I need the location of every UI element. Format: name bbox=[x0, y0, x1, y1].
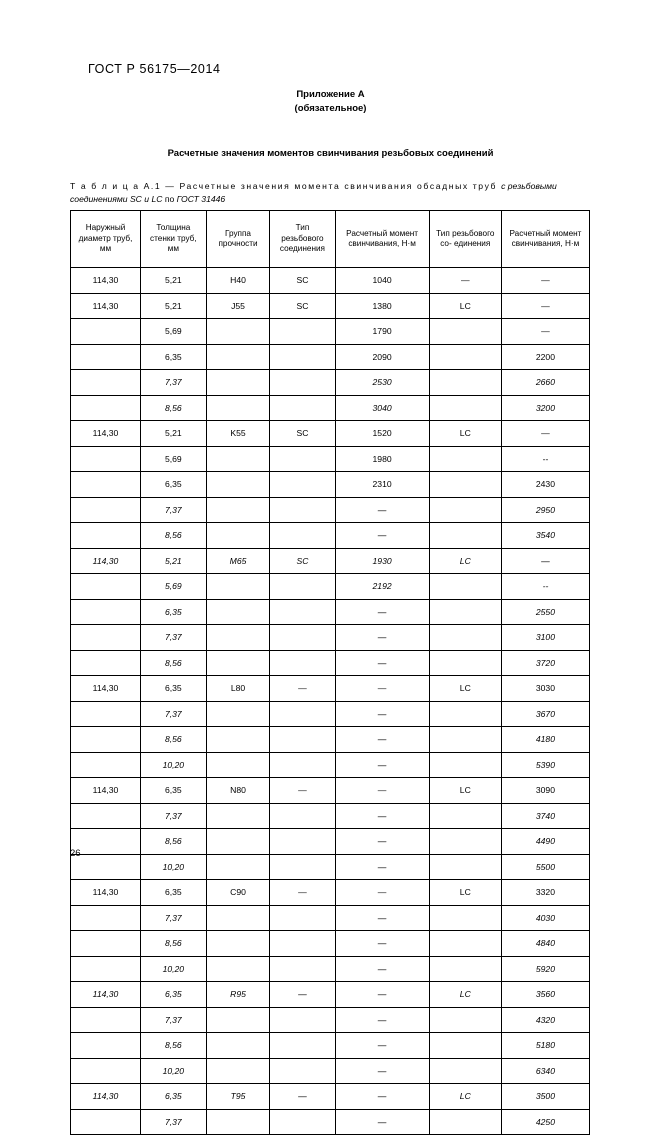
cell-wall-thickness: 10,20 bbox=[141, 956, 207, 982]
cell-thread-type-2 bbox=[429, 523, 501, 549]
cell-thread-type-1 bbox=[270, 803, 335, 829]
cell-torque-1: — bbox=[335, 676, 429, 702]
cell-strength-group bbox=[206, 497, 270, 523]
col-header-torque-2: Расчетный момент свинчивания, Н·м bbox=[501, 211, 589, 268]
cell-outer-diameter: 114,30 bbox=[71, 293, 141, 319]
cell-thread-type-2 bbox=[429, 650, 501, 676]
cell-torque-1: — bbox=[335, 1058, 429, 1084]
cell-wall-thickness: 6,35 bbox=[141, 472, 207, 498]
table-body bbox=[71, 268, 590, 1135]
table-row bbox=[71, 650, 590, 676]
torque-values-table bbox=[70, 210, 590, 1135]
cell-thread-type-2: LC bbox=[429, 421, 501, 447]
cell-strength-group: L80 bbox=[206, 676, 270, 702]
cell-strength-group bbox=[206, 472, 270, 498]
cell-torque-2: 2660 bbox=[501, 370, 589, 396]
cell-torque-2: 3670 bbox=[501, 701, 589, 727]
cell-thread-type-2 bbox=[429, 472, 501, 498]
cell-torque-2: 2430 bbox=[501, 472, 589, 498]
cell-outer-diameter bbox=[71, 727, 141, 753]
cell-strength-group: R95 bbox=[206, 982, 270, 1008]
cell-torque-2: — bbox=[501, 421, 589, 447]
table-caption-mid: по bbox=[162, 194, 177, 204]
cell-thread-type-1 bbox=[270, 701, 335, 727]
cell-torque-2: -- bbox=[501, 574, 589, 600]
table-row bbox=[71, 752, 590, 778]
cell-wall-thickness: 10,20 bbox=[141, 854, 207, 880]
col-header-outer-diameter: Наружный диаметр труб, мм bbox=[71, 211, 141, 268]
cell-torque-2: 3740 bbox=[501, 803, 589, 829]
table-row bbox=[71, 523, 590, 549]
table-row bbox=[71, 344, 590, 370]
cell-strength-group bbox=[206, 625, 270, 651]
cell-outer-diameter bbox=[71, 650, 141, 676]
table-row bbox=[71, 599, 590, 625]
cell-thread-type-2: LC bbox=[429, 880, 501, 906]
cell-thread-type-2: LC bbox=[429, 1084, 501, 1110]
cell-thread-type-1 bbox=[270, 1058, 335, 1084]
cell-torque-1: — bbox=[335, 829, 429, 855]
appendix-label: Приложение А bbox=[296, 89, 365, 100]
table-row bbox=[71, 421, 590, 447]
cell-thread-type-2 bbox=[429, 752, 501, 778]
cell-strength-group: T95 bbox=[206, 1084, 270, 1110]
cell-outer-diameter bbox=[71, 446, 141, 472]
cell-torque-2: 3720 bbox=[501, 650, 589, 676]
col-header-thread-type-1: Тип резьбового соединения bbox=[270, 211, 335, 268]
cell-outer-diameter: 114,30 bbox=[71, 548, 141, 574]
cell-strength-group bbox=[206, 905, 270, 931]
table-row bbox=[71, 1033, 590, 1059]
cell-thread-type-2: LC bbox=[429, 676, 501, 702]
table-row bbox=[71, 956, 590, 982]
cell-torque-2: 5390 bbox=[501, 752, 589, 778]
cell-thread-type-2 bbox=[429, 956, 501, 982]
cell-outer-diameter bbox=[71, 1058, 141, 1084]
cell-torque-2: — bbox=[501, 548, 589, 574]
cell-outer-diameter bbox=[71, 931, 141, 957]
cell-thread-type-2 bbox=[429, 829, 501, 855]
cell-torque-2: 5180 bbox=[501, 1033, 589, 1059]
cell-torque-1: 1040 bbox=[335, 268, 429, 294]
cell-strength-group bbox=[206, 650, 270, 676]
cell-thread-type-1: SC bbox=[270, 548, 335, 574]
cell-torque-2: 3540 bbox=[501, 523, 589, 549]
table-row bbox=[71, 1084, 590, 1110]
cell-outer-diameter bbox=[71, 497, 141, 523]
table-row bbox=[71, 778, 590, 804]
cell-wall-thickness: 5,69 bbox=[141, 319, 207, 345]
table-row bbox=[71, 625, 590, 651]
cell-thread-type-1 bbox=[270, 931, 335, 957]
table-row bbox=[71, 268, 590, 294]
cell-thread-type-2 bbox=[429, 1033, 501, 1059]
cell-thread-type-1 bbox=[270, 395, 335, 421]
cell-outer-diameter bbox=[71, 1007, 141, 1033]
table-row bbox=[71, 497, 590, 523]
cell-torque-2: 5920 bbox=[501, 956, 589, 982]
cell-thread-type-2 bbox=[429, 319, 501, 345]
cell-outer-diameter bbox=[71, 523, 141, 549]
cell-thread-type-1 bbox=[270, 370, 335, 396]
standard-header: ГОСТ Р 56175—2014 bbox=[88, 62, 221, 76]
cell-outer-diameter bbox=[71, 574, 141, 600]
cell-thread-type-1 bbox=[270, 344, 335, 370]
cell-wall-thickness: 5,21 bbox=[141, 548, 207, 574]
cell-torque-2: — bbox=[501, 268, 589, 294]
cell-torque-2: 3320 bbox=[501, 880, 589, 906]
cell-outer-diameter bbox=[71, 701, 141, 727]
cell-thread-type-2 bbox=[429, 574, 501, 600]
col-header-torque-1: Расчетный момент свинчивания, Н·м bbox=[335, 211, 429, 268]
cell-torque-2: — bbox=[501, 293, 589, 319]
cell-outer-diameter bbox=[71, 344, 141, 370]
cell-strength-group bbox=[206, 446, 270, 472]
cell-thread-type-2 bbox=[429, 625, 501, 651]
cell-torque-1: — bbox=[335, 701, 429, 727]
cell-wall-thickness: 8,56 bbox=[141, 727, 207, 753]
cell-strength-group bbox=[206, 599, 270, 625]
cell-thread-type-1 bbox=[270, 1033, 335, 1059]
table-row bbox=[71, 676, 590, 702]
table-header-row bbox=[71, 211, 590, 268]
cell-wall-thickness: 8,56 bbox=[141, 395, 207, 421]
cell-torque-1: 2310 bbox=[335, 472, 429, 498]
cell-strength-group: H40 bbox=[206, 268, 270, 294]
cell-thread-type-1: — bbox=[270, 778, 335, 804]
cell-thread-type-2 bbox=[429, 1058, 501, 1084]
cell-torque-2: 4030 bbox=[501, 905, 589, 931]
cell-torque-1: — bbox=[335, 752, 429, 778]
cell-wall-thickness: 7,37 bbox=[141, 803, 207, 829]
cell-wall-thickness: 5,21 bbox=[141, 293, 207, 319]
section-title: Расчетные значения моментов свинчивания резьбовых соединений bbox=[167, 148, 494, 159]
cell-torque-2: 4840 bbox=[501, 931, 589, 957]
cell-torque-2: 4250 bbox=[501, 1109, 589, 1135]
cell-torque-1: 1980 bbox=[335, 446, 429, 472]
table-row bbox=[71, 548, 590, 574]
cell-wall-thickness: 7,37 bbox=[141, 905, 207, 931]
cell-torque-1: — bbox=[335, 1007, 429, 1033]
cell-strength-group bbox=[206, 523, 270, 549]
cell-thread-type-2 bbox=[429, 1109, 501, 1135]
table-head bbox=[71, 211, 590, 268]
cell-wall-thickness: 7,37 bbox=[141, 370, 207, 396]
table-row bbox=[71, 319, 590, 345]
cell-thread-type-2 bbox=[429, 344, 501, 370]
cell-thread-type-1 bbox=[270, 829, 335, 855]
cell-torque-1: — bbox=[335, 523, 429, 549]
cell-wall-thickness: 8,56 bbox=[141, 931, 207, 957]
cell-torque-1: — bbox=[335, 1084, 429, 1110]
cell-thread-type-2: LC bbox=[429, 293, 501, 319]
table-row bbox=[71, 1007, 590, 1033]
cell-thread-type-2 bbox=[429, 497, 501, 523]
cell-torque-1: 1930 bbox=[335, 548, 429, 574]
cell-strength-group bbox=[206, 854, 270, 880]
cell-strength-group: K55 bbox=[206, 421, 270, 447]
cell-thread-type-1 bbox=[270, 472, 335, 498]
cell-thread-type-2 bbox=[429, 370, 501, 396]
cell-wall-thickness: 6,35 bbox=[141, 599, 207, 625]
cell-outer-diameter: 114,30 bbox=[71, 268, 141, 294]
cell-torque-2: 4490 bbox=[501, 829, 589, 855]
cell-outer-diameter bbox=[71, 829, 141, 855]
cell-torque-2: 3090 bbox=[501, 778, 589, 804]
cell-outer-diameter bbox=[71, 854, 141, 880]
cell-torque-1: — bbox=[335, 854, 429, 880]
cell-wall-thickness: 5,21 bbox=[141, 421, 207, 447]
cell-thread-type-1: SC bbox=[270, 293, 335, 319]
cell-wall-thickness: 7,37 bbox=[141, 625, 207, 651]
cell-thread-type-1 bbox=[270, 446, 335, 472]
cell-strength-group bbox=[206, 829, 270, 855]
cell-strength-group bbox=[206, 319, 270, 345]
cell-torque-1: 1520 bbox=[335, 421, 429, 447]
cell-wall-thickness: 7,37 bbox=[141, 497, 207, 523]
cell-wall-thickness: 8,56 bbox=[141, 523, 207, 549]
cell-thread-type-1: — bbox=[270, 676, 335, 702]
cell-outer-diameter: 114,30 bbox=[71, 880, 141, 906]
cell-torque-2: 3560 bbox=[501, 982, 589, 1008]
table-row bbox=[71, 931, 590, 957]
cell-outer-diameter bbox=[71, 625, 141, 651]
cell-thread-type-1: SC bbox=[270, 421, 335, 447]
table-row bbox=[71, 727, 590, 753]
cell-thread-type-2 bbox=[429, 701, 501, 727]
cell-torque-1: 2090 bbox=[335, 344, 429, 370]
cell-thread-type-1 bbox=[270, 905, 335, 931]
cell-outer-diameter bbox=[71, 956, 141, 982]
table-row bbox=[71, 1058, 590, 1084]
cell-torque-1: — bbox=[335, 650, 429, 676]
cell-outer-diameter bbox=[71, 1033, 141, 1059]
cell-thread-type-1: — bbox=[270, 880, 335, 906]
cell-torque-2: 2200 bbox=[501, 344, 589, 370]
cell-strength-group bbox=[206, 574, 270, 600]
cell-torque-2: 3100 bbox=[501, 625, 589, 651]
cell-torque-1: — bbox=[335, 497, 429, 523]
cell-thread-type-1 bbox=[270, 319, 335, 345]
cell-thread-type-1: — bbox=[270, 1084, 335, 1110]
page-number: 26 bbox=[70, 848, 81, 859]
cell-thread-type-2 bbox=[429, 1007, 501, 1033]
table-row bbox=[71, 293, 590, 319]
table-row bbox=[71, 829, 590, 855]
cell-thread-type-1 bbox=[270, 599, 335, 625]
table-caption-italic-1: с резьбовыми соединениями SC и LC bbox=[70, 181, 557, 204]
cell-outer-diameter bbox=[71, 395, 141, 421]
cell-wall-thickness: 8,56 bbox=[141, 650, 207, 676]
cell-wall-thickness: 8,56 bbox=[141, 829, 207, 855]
cell-wall-thickness: 6,35 bbox=[141, 982, 207, 1008]
table-row bbox=[71, 880, 590, 906]
cell-torque-1: — bbox=[335, 905, 429, 931]
cell-strength-group: C90 bbox=[206, 880, 270, 906]
cell-thread-type-2 bbox=[429, 931, 501, 957]
cell-wall-thickness: 5,21 bbox=[141, 268, 207, 294]
cell-torque-1: — bbox=[335, 625, 429, 651]
cell-outer-diameter: 114,30 bbox=[71, 982, 141, 1008]
cell-wall-thickness: 10,20 bbox=[141, 752, 207, 778]
cell-outer-diameter: 114,30 bbox=[71, 421, 141, 447]
cell-torque-1: — bbox=[335, 778, 429, 804]
cell-wall-thickness: 6,35 bbox=[141, 676, 207, 702]
cell-thread-type-2: LC bbox=[429, 548, 501, 574]
cell-torque-1: — bbox=[335, 1033, 429, 1059]
cell-outer-diameter: 114,30 bbox=[71, 778, 141, 804]
table-caption bbox=[70, 180, 600, 206]
cell-thread-type-1 bbox=[270, 752, 335, 778]
cell-outer-diameter: 114,30 bbox=[71, 1084, 141, 1110]
cell-strength-group bbox=[206, 370, 270, 396]
cell-thread-type-2 bbox=[429, 395, 501, 421]
cell-strength-group bbox=[206, 727, 270, 753]
table-row bbox=[71, 701, 590, 727]
cell-torque-2: 6340 bbox=[501, 1058, 589, 1084]
cell-wall-thickness: 6,35 bbox=[141, 1084, 207, 1110]
cell-outer-diameter bbox=[71, 472, 141, 498]
cell-thread-type-2: — bbox=[429, 268, 501, 294]
cell-thread-type-1 bbox=[270, 956, 335, 982]
appendix-type: (обязательное) bbox=[294, 103, 367, 114]
cell-outer-diameter bbox=[71, 905, 141, 931]
col-header-wall-thickness: Толщина стенки труб, мм bbox=[141, 211, 207, 268]
table-row bbox=[71, 395, 590, 421]
cell-strength-group bbox=[206, 344, 270, 370]
cell-strength-group bbox=[206, 956, 270, 982]
cell-torque-2: 4180 bbox=[501, 727, 589, 753]
cell-torque-1: 1380 bbox=[335, 293, 429, 319]
cell-torque-1: 2192 bbox=[335, 574, 429, 600]
cell-thread-type-1: SC bbox=[270, 268, 335, 294]
cell-strength-group bbox=[206, 803, 270, 829]
cell-torque-2: 5500 bbox=[501, 854, 589, 880]
cell-torque-1: — bbox=[335, 727, 429, 753]
cell-thread-type-1 bbox=[270, 727, 335, 753]
cell-torque-2: 4320 bbox=[501, 1007, 589, 1033]
table-row bbox=[71, 574, 590, 600]
cell-thread-type-1 bbox=[270, 625, 335, 651]
cell-torque-1: — bbox=[335, 956, 429, 982]
cell-thread-type-2 bbox=[429, 446, 501, 472]
cell-torque-2: 3200 bbox=[501, 395, 589, 421]
cell-thread-type-1 bbox=[270, 574, 335, 600]
cell-strength-group bbox=[206, 1109, 270, 1135]
table-row bbox=[71, 803, 590, 829]
col-header-thread-type-2: Тип резьбового со- единения bbox=[429, 211, 501, 268]
cell-torque-2: — bbox=[501, 319, 589, 345]
cell-wall-thickness: 5,69 bbox=[141, 574, 207, 600]
cell-wall-thickness: 8,56 bbox=[141, 1033, 207, 1059]
cell-torque-2: -- bbox=[501, 446, 589, 472]
cell-outer-diameter bbox=[71, 1109, 141, 1135]
table-caption-prefix: Т а б л и ц а А.1 — Расчетные значения момента свинчивания обсадных труб bbox=[70, 181, 502, 191]
cell-thread-type-2 bbox=[429, 905, 501, 931]
cell-thread-type-1 bbox=[270, 497, 335, 523]
cell-torque-1: 1790 bbox=[335, 319, 429, 345]
cell-torque-1: — bbox=[335, 880, 429, 906]
appendix-heading bbox=[0, 88, 661, 116]
cell-strength-group bbox=[206, 931, 270, 957]
cell-strength-group bbox=[206, 395, 270, 421]
cell-torque-1: — bbox=[335, 599, 429, 625]
cell-torque-1: — bbox=[335, 982, 429, 1008]
cell-outer-diameter bbox=[71, 370, 141, 396]
cell-thread-type-1 bbox=[270, 1007, 335, 1033]
cell-wall-thickness: 5,69 bbox=[141, 446, 207, 472]
table-row bbox=[71, 905, 590, 931]
cell-wall-thickness: 7,37 bbox=[141, 1007, 207, 1033]
cell-outer-diameter bbox=[71, 319, 141, 345]
cell-thread-type-2: LC bbox=[429, 778, 501, 804]
cell-wall-thickness: 6,35 bbox=[141, 344, 207, 370]
cell-thread-type-2 bbox=[429, 803, 501, 829]
cell-torque-1: 2530 bbox=[335, 370, 429, 396]
table-row bbox=[71, 446, 590, 472]
cell-wall-thickness: 7,37 bbox=[141, 701, 207, 727]
cell-strength-group bbox=[206, 1007, 270, 1033]
cell-outer-diameter bbox=[71, 599, 141, 625]
cell-strength-group bbox=[206, 1058, 270, 1084]
cell-strength-group bbox=[206, 752, 270, 778]
cell-thread-type-1 bbox=[270, 854, 335, 880]
cell-strength-group: N80 bbox=[206, 778, 270, 804]
cell-strength-group bbox=[206, 701, 270, 727]
cell-torque-2: 2550 bbox=[501, 599, 589, 625]
cell-strength-group: J55 bbox=[206, 293, 270, 319]
cell-torque-1: — bbox=[335, 931, 429, 957]
cell-outer-diameter bbox=[71, 752, 141, 778]
cell-wall-thickness: 10,20 bbox=[141, 1058, 207, 1084]
cell-torque-1: — bbox=[335, 1109, 429, 1135]
cell-thread-type-1 bbox=[270, 523, 335, 549]
cell-torque-1: — bbox=[335, 803, 429, 829]
cell-wall-thickness: 6,35 bbox=[141, 880, 207, 906]
cell-thread-type-1 bbox=[270, 650, 335, 676]
table-row bbox=[71, 370, 590, 396]
cell-thread-type-2 bbox=[429, 727, 501, 753]
cell-torque-2: 2950 bbox=[501, 497, 589, 523]
cell-thread-type-2: LC bbox=[429, 982, 501, 1008]
cell-thread-type-2 bbox=[429, 854, 501, 880]
cell-thread-type-2 bbox=[429, 599, 501, 625]
cell-strength-group: M65 bbox=[206, 548, 270, 574]
cell-torque-2: 3030 bbox=[501, 676, 589, 702]
table-row bbox=[71, 982, 590, 1008]
table-row bbox=[71, 854, 590, 880]
cell-torque-2: 3500 bbox=[501, 1084, 589, 1110]
cell-torque-1: 3040 bbox=[335, 395, 429, 421]
cell-thread-type-1 bbox=[270, 1109, 335, 1135]
table-caption-italic-2: ГОСТ 31446 bbox=[176, 194, 226, 204]
table-row bbox=[71, 472, 590, 498]
cell-outer-diameter bbox=[71, 803, 141, 829]
cell-outer-diameter: 114,30 bbox=[71, 676, 141, 702]
cell-strength-group bbox=[206, 1033, 270, 1059]
cell-wall-thickness: 7,37 bbox=[141, 1109, 207, 1135]
cell-wall-thickness: 6,35 bbox=[141, 778, 207, 804]
table-row bbox=[71, 1109, 590, 1135]
col-header-strength-group: Группа прочности bbox=[206, 211, 270, 268]
cell-thread-type-1: — bbox=[270, 982, 335, 1008]
